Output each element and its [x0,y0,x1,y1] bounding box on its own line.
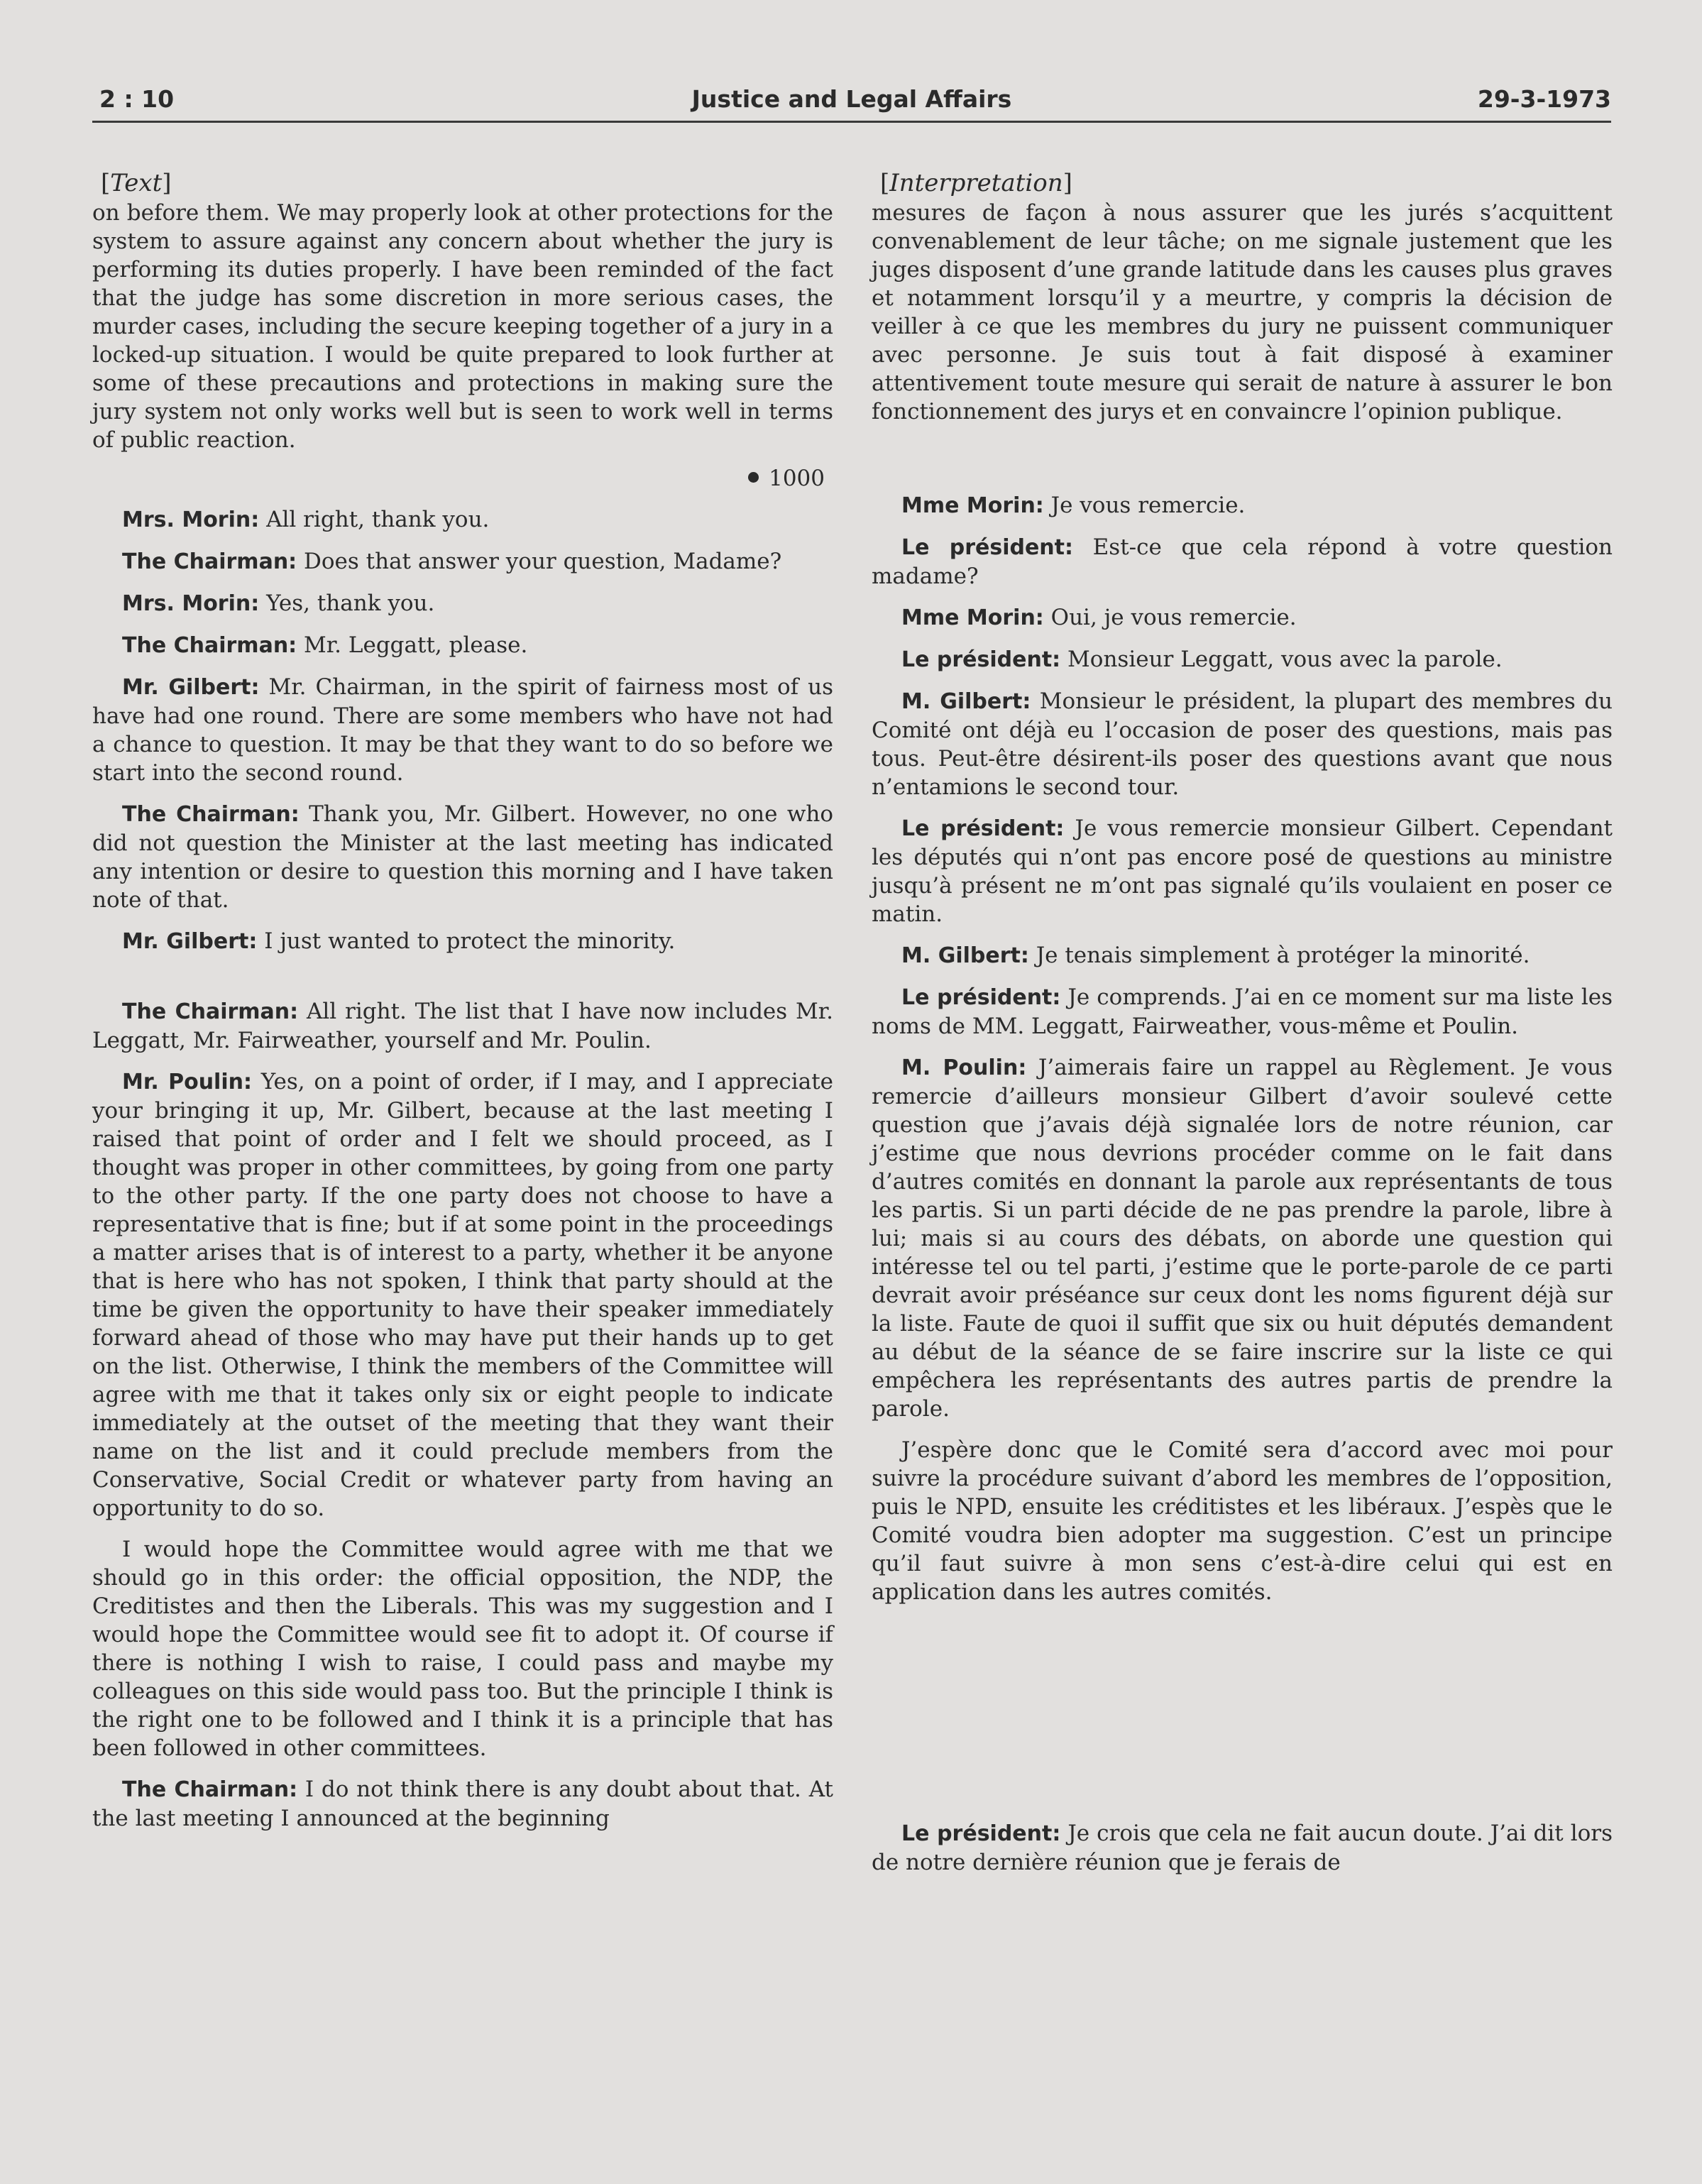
speaker-name: M. Gilbert: [901,689,1031,714]
paragraph: on before them. We may properly look at other protections for the system to assure against any concern about whether the jury is performing its duties properly. I have been reminded of the fact that the judge has some discretion in more serious cases, the murder cases, including the secure keeping together of a jury in a locked-up situation. I would be quite prepared to look further at some of these precautions and protections in making sure the jury system not only works well but is seen to work well in terms of public reaction. [92,200,833,453]
column-label-text: Text [110,169,163,197]
speech: Le président: Monsieur Leggatt, vous avec la parole. [901,647,1503,672]
speech: Mme Morin: Oui, je vous remercie. [901,605,1297,630]
french-column [872,169,1613,1877]
paragraph: mesures de façon à nous assurer que les jurés s’acquittent convenablement de leur tâche; on me signale justement que les juges disposent d’une grande latitude dans les causes plus graves et notamment lorsqu’il y a meurtre, y compris la décision de veiller à ce que les membres du jury ne puissent communiquer avec personne. Je suis tout à fait disposé à examiner attentivement toute mesure qui serait de nature à assurer le bon fonctionnement des jurys et en convaincre l’opinion publique. [872,200,1613,424]
speech: The Chairman: Does that answer your question, Madame? [122,549,782,574]
speech: Mme Morin: Je vous remercie. [901,493,1246,518]
speaker-name: The Chairman: [122,1777,298,1802]
speech: Le président: Je crois que cela ne fait aucun doute. J’ai dit lors de notre dernière réunion que je ferais de [872,1821,1613,1875]
speaker-name: Le président: [901,535,1073,560]
speech: Mr. Gilbert: Mr. Chairman, in the spirit of fairness most of us have had one round. There are some members who have not had a chance to question. It may be that they want to do so before we start into the second round. [92,674,834,786]
speech: Le président: Je vous remercie monsieur Gilbert. Cependant les députés qui n’ont pas encore posé de questions au ministre jusqu’à présent ne m’ont pas signalé qu’ils voulaient en poser ce matin. [872,816,1613,927]
speaker-name: M. Poulin: [901,1055,1027,1080]
speech: Mr. Poulin: Yes, on a point of order, if I may, and I appreciate your bringing it up, Mr. Gilbert, because at the last meeting I raised that point of order and I felt we should proceed, as I thought was proper in other committees, by going from one party to the other party. If the one party does not choose to have a representative that is fine; but if at some point in the proceedings a matter arises that is of interest to a party, whether it be anyone that is here who has not spoken, I think that party should at the time be given the opportunity to have their speaker immediately forward ahead of those who may have put their hands up to get on the list. Otherwise, I think the members of the Committee will agree with me that it takes only six or eight people to indicate immediately at the outset of the meeting that they want their name on the list and it could preclude members from the Conservative, Social Credit or whatever party from having an opportunity to do so. [92,1069,833,1521]
speech: M. Poulin: J’aimerais faire un rappel au Règlement. Je vous remercie d’ailleurs monsieur Gilbert d’avoir soulevé cette question que j’avais déjà signalée lors de notre réunion, car j’estime que nous devrions procéder comme on le fait dans d’autres comités en donnant la parole aux représentants de tous les partis. Si un parti décide de ne pas prendre la parole, libre à lui; mais si au cours des débats, on aborde une question qui intéresse tel ou tel parti, j’estime que le porte-parole de ce parti devrait avoir préséance sur ceux dont les noms figurent déjà sur la liste. Faute de quoi il suffit que six ou huit députés demandent au début de la séance de se faire inscrire sur la liste ce qui empêchera les représentants des autres partis de prendre la parole. [872,1055,1613,1422]
speech: The Chairman: I do not think there is any doubt about that. At the last meeting I announced at the beginning [92,1777,833,1831]
speaker-name: Mme Morin: [901,605,1044,630]
speaker-name: Mr. Gilbert: [122,929,258,954]
publication-title: Justice and Legal Affairs [691,85,1012,113]
speech: M. Gilbert: Je tenais simplement à protéger la minorité. [901,943,1530,968]
column-label-text: Interpretation [889,169,1063,197]
speaker-name: M. Gilbert: [901,943,1029,968]
english-column [92,169,833,1833]
paragraph: I would hope the Committee would agree with me that we should go in this order: the official opposition, the NDP, the Creditistes and then the Liberals. This was my suggestion and I would hope the Committee would see fit to adopt it. Of course if there is nothing I wish to raise, I could pass and maybe my colleagues on this side would pass too. But the principle I think is the right one to be followed and I think it is a principle that has been followed in other committees. [92,1537,833,1761]
time-marker: 1000 [92,464,833,493]
column-label: [Text] [101,169,172,197]
speaker-name: Le président: [901,816,1065,841]
speaker-name: Mme Morin: [901,493,1044,518]
speaker-name: Mr. Poulin: [122,1070,252,1094]
bullet-icon [748,472,759,483]
speaker-name: The Chairman: [122,633,297,658]
page-number: 2 : 10 [99,85,175,113]
speaker-name: The Chairman: [122,549,297,574]
column-label: [Interpretation] [880,169,1072,197]
speech: The Chairman: Thank you, Mr. Gilbert. However, no one who did not question the Minister at the last meeting has indicated any intention or desire to question this morning and I have taken note of that. [92,801,833,913]
speech: Le président: Je comprends. J’ai en ce moment sur ma liste les noms de MM. Leggatt, Fairweather, vous-même et Poulin. [872,984,1613,1039]
speech: Mrs. Morin: All right, thank you. [122,507,490,532]
speech: Le président: Est-ce que cela répond à votre question madame? [872,534,1613,589]
speech: The Chairman: Mr. Leggatt, please. [122,632,528,658]
speaker-name: The Chairman: [122,802,300,827]
paragraph: J’espère donc que le Comité sera d’accord avec moi pour suivre la procédure suivant d’abord les membres de l’opposition, puis le NPD, ensuite les créditistes et les libéraux. J’espès que le Comité voudra bien adopter ma suggestion. C’est un principe qu’il faut suivre à mon sens c’est-à-dire celui qui est en application dans les autres comités. [872,1437,1613,1605]
speech: The Chairman: All right. The list that I have now includes Mr. Leggatt, Mr. Fairweather, yourself and Mr. Poulin. [92,999,834,1053]
speaker-name: Mrs. Morin: [122,591,260,616]
page-header [92,79,1611,123]
speaker-name: Le président: [901,985,1061,1010]
speech: M. Gilbert: Monsieur le président, la plupart des membres du Comité ont déjà eu l’occasion de poser des questions, mais pas tous. Peut-être désirent-ils poser des questions avant que nous n’entamions le second tour. [872,688,1613,800]
speech: Mr. Gilbert: I just wanted to protect the minority. [122,928,676,954]
speaker-name: Le président: [901,647,1061,672]
speech: Mrs. Morin: Yes, thank you. [122,591,435,616]
speaker-name: Mrs. Morin: [122,507,260,532]
page-date: 29-3-1973 [1477,85,1611,113]
speaker-name: The Chairman: [122,999,299,1024]
speaker-name: Le président: [901,1821,1061,1846]
speaker-name: Mr. Gilbert: [122,675,260,700]
